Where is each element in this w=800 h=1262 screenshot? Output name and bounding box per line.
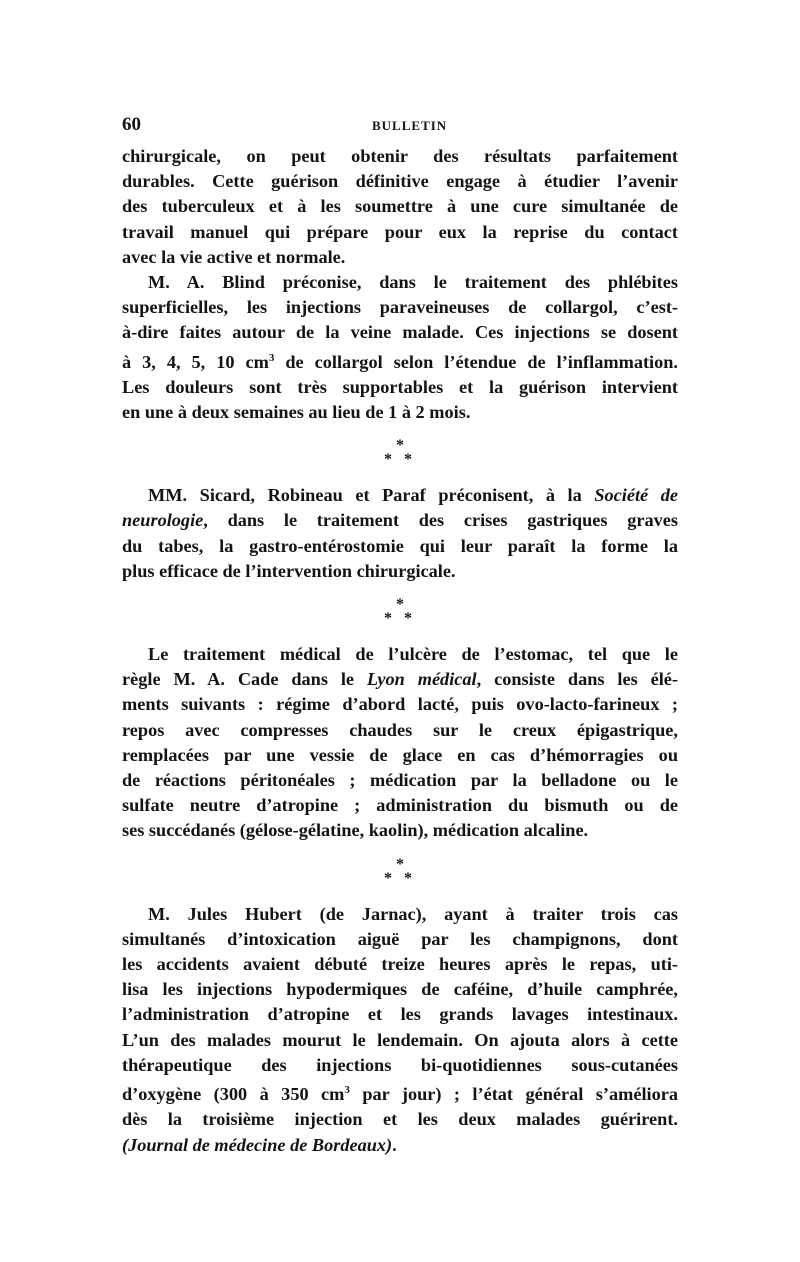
asterism-bottom: * * [384, 869, 416, 887]
paragraph-hubert [122, 902, 678, 1158]
text-fragment: à 3, 4, 5, 10 cm [122, 351, 269, 372]
text-fragment: d’oxygène (300 à 350 cm [122, 1084, 345, 1105]
text-line: avec la vie active et normale. [122, 246, 346, 267]
text-line: repos avec compresses chaudes sur le creux épigastrique, [122, 719, 678, 740]
article-body [122, 144, 678, 1158]
text-line: chirurgicale, on peut obtenir des résultats parfaitement [122, 146, 678, 166]
text-line: durables. Cette guérison définitive engage à étudier l’avenir [122, 171, 678, 192]
text-line [122, 667, 678, 692]
text-fragment: règle M. A. Cade dans le [122, 669, 367, 690]
text-fragment: de collargol selon l’étendue de l’inflammation. [274, 351, 679, 372]
text-line: de réactions péritonéales ; médication par la belladone ou le [122, 770, 678, 791]
text-line: plus efficace de l’intervention chirurgicale. [122, 560, 456, 581]
paragraph-tuberculosis [122, 144, 678, 270]
text-line [122, 1133, 678, 1158]
text-fragment: par jour) ; l’état général s’améliora [349, 1084, 678, 1105]
text-line: travail manuel qui prépare pour eux la reprise du contact [122, 221, 678, 242]
asterism-top: * [396, 437, 404, 455]
text-line: M. Jules Hubert (de Jarnac), ayant à traiter trois cas [148, 903, 678, 924]
text-line: sulfate neutre d’atropine ; administration du bismuth ou de [122, 795, 678, 816]
journal-title: Lyon médical [366, 669, 477, 690]
text-line [122, 508, 678, 533]
text-line: ments suivants : régime d’abord lacté, puis ovo-lacto-farineux ; [122, 694, 678, 715]
text-line: en une à deux semaines au lieu de 1 à 2 mois. [122, 402, 471, 423]
text-line: M. A. Blind préconise, dans le traitement des phlébites [148, 272, 678, 293]
text-line: du tabes, la gastro-entérostomie qui leur paraît la forme la [122, 535, 678, 556]
text-line: L’un des malades mourut le lendemain. On ajouta alors à cette [122, 1029, 678, 1050]
asterism-separator [122, 439, 678, 467]
text-line: remplacées par une vessie de glace en cas d’hémorragies ou [122, 744, 678, 765]
paragraph-cade [122, 642, 678, 844]
text-line: ses succédanés (gélose-gélatine, kaolin), médication alcaline. [122, 820, 589, 841]
text-line: superficielles, les injections paraveineuses de collargol, c’est- [122, 297, 678, 318]
journal-title: Société de [594, 485, 678, 506]
text-line [122, 346, 678, 375]
asterism-top: * [396, 596, 404, 614]
asterism-bottom: * * [384, 610, 416, 628]
text-line: l’administration d’atropine et les grands lavages intestinaux. [122, 1004, 678, 1025]
text-line: simultanés d’intoxication aiguë par les champignons, dont [122, 928, 678, 949]
text-fragment: MM. Sicard, Robineau et Paraf préconisent, à la [148, 485, 595, 506]
text-line [122, 483, 678, 508]
text-line: les accidents avaient débuté treize heures après le repas, uti- [122, 954, 678, 975]
book-page [122, 114, 678, 1158]
superscript: 3 [268, 351, 275, 364]
journal-title: neurologie [122, 510, 204, 531]
text-line: à-dire faites autour de la veine malade. Ces injections se dosent [122, 322, 678, 343]
text-fragment: . [392, 1134, 397, 1155]
journal-citation: (Journal de médecine de Bordeaux) [122, 1134, 393, 1155]
text-fragment: , consiste dans les élé- [476, 669, 678, 690]
asterism-top: * [396, 855, 404, 873]
page-header [122, 114, 678, 144]
asterism-bottom: * * [384, 451, 416, 469]
superscript: 3 [344, 1084, 350, 1097]
paragraph-blind [122, 270, 678, 425]
text-line: dès la troisième injection et les deux malades guérirent. [122, 1109, 678, 1130]
text-fragment: , dans le traitement des crises gastriques graves [203, 510, 678, 531]
text-line: Le traitement médical de l’ulcère de l’estomac, tel que le [148, 644, 678, 665]
text-line: des tuberculeux et à les soumettre à une cure simultanée de [122, 196, 678, 217]
asterism-separator [122, 598, 678, 626]
text-line: thérapeutique des injections bi-quotidiennes sous-cutanées [122, 1054, 678, 1075]
asterism-separator [122, 855, 678, 887]
text-line: lisa les injections hypodermiques de caféine, d’huile camphrée, [122, 979, 678, 1000]
page-number: 60 [122, 114, 141, 135]
paragraph-sicard [122, 483, 678, 584]
text-line [122, 1078, 678, 1107]
text-line: Les douleurs sont très supportables et la guérison intervient [122, 376, 678, 397]
running-title: BULLETIN [372, 118, 448, 133]
